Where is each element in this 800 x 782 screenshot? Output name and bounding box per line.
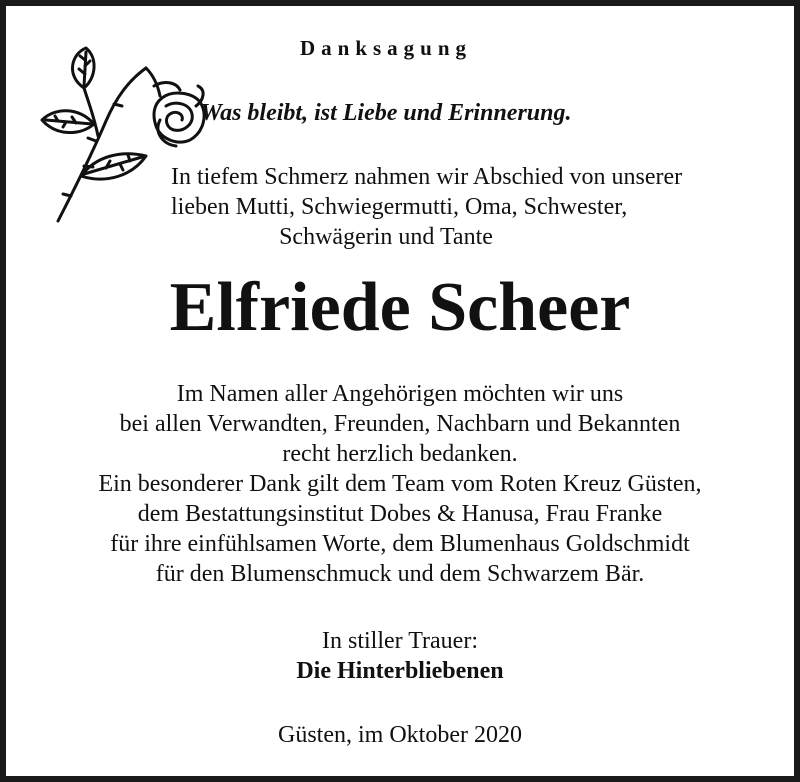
thanks-line: dem Bestattungsinstitut Dobes & Hanusa, Frau Franke (137, 501, 663, 527)
thanks-line: für ihre einfühlsamen Worte, dem Blumenhaus Goldschmidt (110, 531, 690, 557)
place-date: Güsten, im Oktober 2020 (278, 722, 522, 748)
intro-line: lieben Mutti, Schwiegermutti, Oma, Schwester, (171, 194, 628, 220)
thanks-line: Im Namen aller Angehörigen möchten wir uns (176, 381, 624, 407)
mourning-line: In stiller Trauer: (322, 628, 478, 654)
thanks-line: Ein besonderer Dank gilt dem Team vom Roten Kreuz Güsten, (98, 471, 702, 497)
intro-line: In tiefem Schmerz nahmen wir Abschied von unserer (171, 164, 683, 190)
motto: Was bleibt, ist Liebe und Erinnerung. (200, 100, 572, 126)
thanks-line: bei allen Verwandten, Freunden, Nachbarn und Bekannten (119, 411, 681, 437)
thanks-text (6, 379, 794, 589)
deceased-name: Elfriede Scheer (169, 269, 631, 346)
intro-text (171, 162, 683, 252)
thanks-line: für den Blumenschmuck und dem Schwarzem Bär. (155, 561, 645, 587)
mourning-block (6, 626, 794, 686)
thanks-line: recht herzlich bedanken. (282, 441, 518, 467)
intro-line: Schwägerin und Tante (279, 224, 493, 250)
signature: Die Hinterbliebenen (296, 658, 504, 684)
notice-heading: Danksagung (299, 36, 473, 60)
